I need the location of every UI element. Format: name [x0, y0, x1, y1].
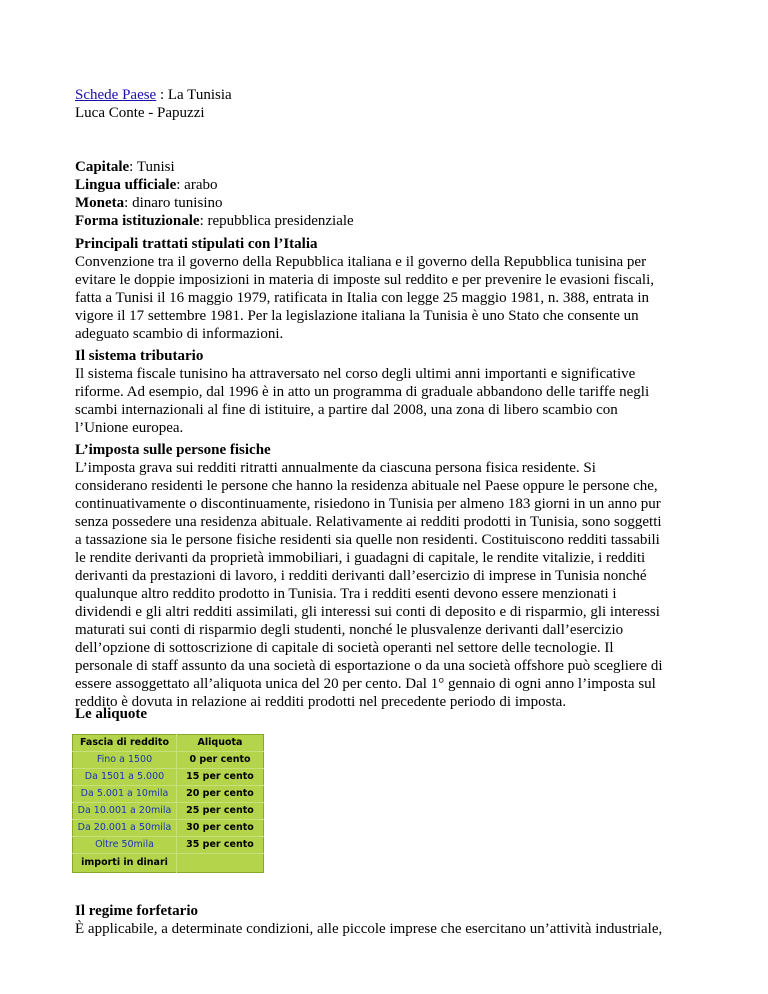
text-line: Convenzione tra il governo della Repubblica italiana e il governo della Repubblica tunisina per	[75, 254, 647, 270]
table-row	[73, 769, 264, 786]
text-line: maturati sui conti di risparmio degli studenti, nonché le plusvalenze derivanti dall’esercizio	[75, 622, 624, 638]
text-line: L’imposta grava sui redditi ritratti annualmente da ciascuna persona fisica residente. Si	[75, 460, 596, 476]
table-footnote: importi in dinari	[81, 857, 168, 868]
section-heading: L’imposta sulle persone fisiche	[75, 442, 271, 458]
author: Luca Conte - Papuzzi	[75, 105, 205, 121]
fact-label: Capitale	[75, 159, 130, 175]
section-heading: Il sistema tributario	[75, 348, 204, 364]
section-imposta	[75, 441, 695, 711]
table-row	[73, 837, 264, 854]
text-line: vigore il 17 settembre 1981. Per la legislazione italiana la Tunisia è uno Stato che consente un	[75, 308, 639, 324]
text-line: fatta a Tunisi il 16 maggio 1979, ratificata in Italia con legge 25 maggio 1981, n. 388, entrata in	[75, 290, 650, 306]
aliquota-cell: 15 per cento	[177, 769, 264, 786]
fact-label: Forma istituzionale	[75, 213, 200, 229]
section-sistema	[75, 347, 695, 437]
text-line: reddito è dovuta in relazione ai redditi prodotti nel precedente periodo di imposta.	[75, 694, 567, 710]
section-body	[75, 365, 695, 437]
schede-paese-link[interactable]: Schede Paese	[75, 87, 157, 103]
text-line: È applicabile, a determinate condizioni, alle piccole imprese che esercitano un’attività industriale,	[75, 921, 663, 937]
section-forfetario	[75, 902, 695, 938]
fascia-cell: Oltre 50mila	[73, 837, 177, 854]
section-aliquote	[75, 705, 695, 723]
fact-value: : arabo	[176, 177, 218, 193]
table-footer-row	[73, 854, 264, 873]
aliquota-cell: 35 per cento	[177, 837, 264, 854]
section-trattati	[75, 235, 695, 343]
aliquota-cell: 0 per cento	[177, 752, 264, 769]
section-heading: Principali trattati stipulati con l’Italia	[75, 236, 318, 252]
text-line: evitare le doppie imposizioni in materia di imposte sul reddito e per prevenire le evasioni fiscali,	[75, 272, 654, 288]
text-line: a tassazione sia le persone fisiche residenti sia quelle non residenti. Costituiscono redditi tassabili	[75, 532, 660, 548]
text-line: adeguato scambio di informazioni.	[75, 326, 284, 342]
fascia-cell: Da 5.001 a 10mila	[73, 786, 177, 803]
section-heading: Il regime forfetario	[75, 903, 198, 919]
fact-capitale	[75, 158, 695, 176]
text-line: dividendi e gli altri redditi assimilati, gli interessi sui conti di deposito e di risparmio, gli interessi	[75, 604, 660, 620]
country-facts	[75, 158, 695, 230]
title-text: : La Tunisia	[156, 87, 232, 103]
text-line: riforme. Ad esempio, dal 1996 è in atto un programma di graduale abbandono delle tariffe negli	[75, 384, 650, 400]
fact-moneta	[75, 194, 695, 212]
fact-value: : dinaro tunisino	[124, 195, 223, 211]
text-line: dell’opzione di sottoscrizione di capitale di società operanti nel settore delle tecnologie. Il	[75, 640, 614, 656]
text-line: scambi internazionali al fine di istituire, a partire dal 2008, una zona di libero scambio con	[75, 402, 618, 418]
fascia-cell: Da 20.001 a 50mila	[73, 820, 177, 837]
text-line: le rendite derivanti da proprietà immobiliari, i guadagni di capitale, le rendite vitalizie, i redditi	[75, 550, 646, 566]
text-line: personale di staff assunto da una società di esportazione o da una società offshore può scegliere di	[75, 658, 663, 674]
fascia-cell: Da 1501 a 5.000	[73, 769, 177, 786]
fact-lingua	[75, 176, 695, 194]
table-header-row	[73, 735, 264, 752]
aliquota-cell: 30 per cento	[177, 820, 264, 837]
title-line	[75, 86, 695, 104]
aliquota-cell: 20 per cento	[177, 786, 264, 803]
text-line: essere assoggettato all’aliquota unica del 20 per cento. Dal 1° gennaio di ogni anno l’imposta sul	[75, 676, 656, 692]
text-line: senza possedere una residenza abituale. Relativamente ai redditi prodotti in Tunisia, sono soggetti	[75, 514, 662, 530]
fact-label: Lingua ufficiale	[75, 177, 177, 193]
text-line: qualunque altro reddito prodotto in Tunisia. Tra i redditi esenti devono essere menzionati i	[75, 586, 617, 602]
fact-value: : Tunisi	[129, 159, 175, 175]
fact-forma	[75, 212, 695, 230]
section-heading: Le aliquote	[75, 706, 148, 722]
fascia-cell: Da 10.001 a 20mila	[73, 803, 177, 820]
table-row	[73, 820, 264, 837]
fact-label: Moneta	[75, 195, 125, 211]
text-line: considerano residenti le persone che hanno la residenza abituale nel Paese oppure le persone che,	[75, 478, 658, 494]
fascia-cell: Fino a 1500	[73, 752, 177, 769]
text-line: continuativamente o discontinuamente, risiedono in Tunisia per almeno 183 giorni in un anno pur	[75, 496, 661, 512]
section-body	[75, 459, 695, 711]
text-line: Il sistema fiscale tunisino ha attraversato nel corso degli ultimi anni importanti e significative	[75, 366, 636, 382]
text-line: derivanti da prestazioni di lavoro, i redditi derivanti dall’esercizio di imprese in Tunisia nonché	[75, 568, 647, 584]
section-body	[75, 253, 695, 343]
document-header	[75, 86, 695, 122]
table-row	[73, 786, 264, 803]
text-line: l’Unione europea.	[75, 420, 184, 436]
column-header-aliquota: Aliquota	[177, 735, 264, 752]
aliquota-cell: 25 per cento	[177, 803, 264, 820]
section-body	[75, 920, 695, 938]
empty-cell	[177, 854, 264, 873]
column-header-fascia: Fascia di reddito	[73, 735, 177, 752]
table-row	[73, 752, 264, 769]
rates-table	[72, 734, 264, 873]
table-row	[73, 803, 264, 820]
fact-value: : repubblica presidenziale	[199, 213, 354, 229]
